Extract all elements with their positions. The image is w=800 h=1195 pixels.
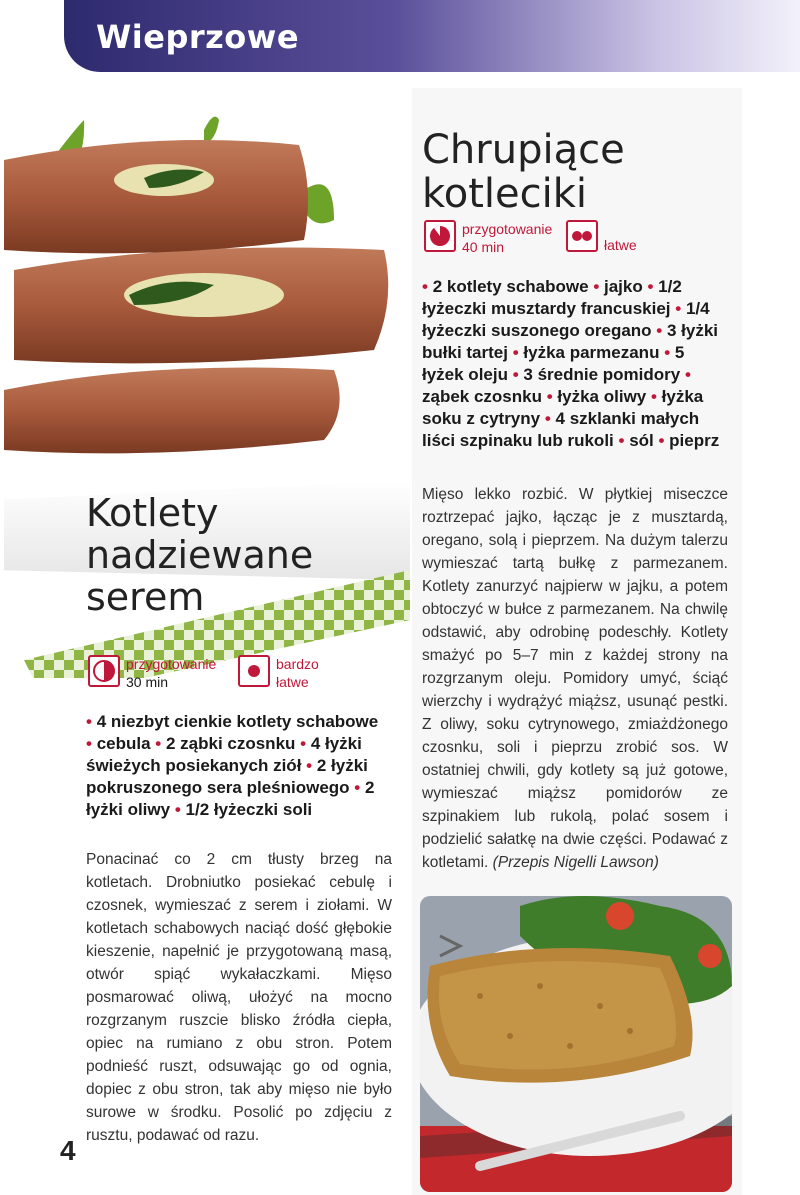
clock-icon	[424, 220, 456, 252]
bullet-dot: •	[422, 277, 433, 296]
difficulty-line: łatwe	[276, 674, 309, 690]
prep-label: przygotowanie	[126, 656, 217, 672]
bullet-dot: •	[618, 431, 630, 450]
ingredient-item: 2 łyżki oliwy	[86, 778, 375, 819]
clock-icon	[88, 655, 120, 687]
ingredient-item: jajko	[604, 277, 643, 296]
bullet-dot: •	[675, 299, 686, 318]
bullet-dot: •	[684, 365, 691, 384]
bullet-dot: •	[512, 365, 524, 384]
ingredient-item: 3 średnie pomidory	[523, 365, 681, 384]
ingredient-item: 2 łyżki pokruszonego sera pleśniowego	[86, 756, 368, 797]
bullet-dot: •	[300, 734, 311, 753]
method-right	[422, 483, 728, 874]
bullet-dot: •	[174, 800, 186, 819]
difficulty-right	[566, 220, 637, 254]
difficulty-left	[238, 655, 319, 691]
ingredient-item: 2 ząbki czosnku	[165, 734, 296, 753]
bullet-dot: •	[658, 431, 670, 450]
photo-crispy-cutlet	[420, 896, 732, 1192]
bullet-dot: •	[354, 778, 365, 797]
prep-time-right	[424, 220, 552, 256]
ingredient-item: 4 łyżki świeżych posiekanych ziół	[86, 734, 362, 775]
bullet-dot: •	[656, 321, 667, 340]
difficulty-icon	[566, 220, 598, 252]
bullet-dot: •	[650, 387, 662, 406]
ingredient-item: 4 niezbyt cienkie kotlety schabowe	[96, 712, 379, 731]
method-left: Ponacinać co 2 cm tłusty brzeg na kotletach. Drobniutko posiekać cebulę i czosnek, wymieszać z serem i ziołami. W kotletach schabowych naciąć dość głębokie kieszenie, napełnić je przygotowaną masą, otwór spiąć wykałaczkami. Mięso posmarować oliwą, ułożyć na mocno rozgrzanym ruszcie blisko źródła ciepła, opiec na rumiano z obu stron. Potem podnieść ruszt, odsuwając go od ognia, dopiec z obu stron, tak aby mięso nie było surowe w środku. Posolić po zdjęciu z rusztu, podawać od razu.	[86, 851, 392, 1144]
ingredient-item: 1/4 łyżeczki suszonego oregano	[422, 299, 710, 340]
bullet-dot: •	[155, 734, 166, 753]
bullet-dot: •	[593, 277, 604, 296]
bullet-dot: •	[647, 277, 659, 296]
title-line: Kotlety	[86, 491, 219, 535]
method-text: Mięso lekko rozbić. W płytkiej miseczce roztrzepać jajko, łącząc je z musztardą, oregano, solą i pieprzem. Na dużym talerzu wymieszać tartą bułkę z parmezanem. Kotlety zanurzyć najpierw w jajku, a potem obtoczyć w bułce z parmezanem. Na chwilę odstawić, aby odrobinę podeschły. Kotlety smażyć po 5–7 min z każdej strony na rozgrzanym oleju. Pomidory umyć, ściąć wierzchy i wydrążyć miąższ, usunąć pestki. Z oliwy, soku cytrynowego, zmiażdżonego czosnku, soli i pieprzu zrobić sos. W ostatniej chwili, gdy kotlety są już gotowe, wymieszać miąższ pomidorów ze szpinakiem lub rukolą, polać sosem i podzielić sałatkę na dwie części. Podawać z kotletami.	[422, 486, 728, 871]
bullet-dot: •	[86, 734, 97, 753]
ingredient-item: sól	[629, 431, 654, 450]
prep-time-left	[88, 655, 216, 691]
ingredient-item: 5 łyżek oleju	[422, 343, 685, 384]
bullet-dot: •	[512, 343, 524, 362]
ingredient-item: 1/2 łyżeczki soli	[185, 800, 313, 819]
ingredient-item: łyżka oliwy	[557, 387, 647, 406]
cutlet-illustration	[420, 896, 732, 1192]
ingredient-item: 1/2 łyżeczki musztardy francuskiej	[422, 277, 682, 318]
page-number: 4	[60, 1135, 76, 1166]
recipe-source: (Przepis Nigelli Lawson)	[492, 854, 659, 871]
ingredient-item: 3 łyżki bułki tartej	[422, 321, 719, 362]
bullet-dot: •	[86, 712, 97, 731]
recipe-title-right	[422, 128, 625, 216]
title-line: kotleciki	[422, 171, 587, 217]
section-title: Wieprzowe	[96, 18, 300, 56]
prep-time: 40 min	[462, 239, 505, 255]
prep-label: przygotowanie	[462, 221, 553, 237]
ingredient-item: łyżka soku z cytryny	[422, 387, 704, 428]
title-line: serem	[86, 575, 205, 619]
bullet-dot: •	[306, 756, 317, 775]
ingredient-item: cebula	[96, 734, 151, 753]
difficulty-icon	[238, 655, 270, 687]
ingredients-list-left	[86, 711, 386, 821]
ingredient-item: 4 szklanki małych liści szpinaku lub rukoli	[422, 409, 700, 450]
difficulty-line: bardzo	[276, 656, 319, 672]
title-line: nadziewane	[86, 533, 314, 577]
ingredient-item: 2 kotlety schabowe	[432, 277, 589, 296]
recipe-title-left	[86, 492, 313, 618]
bullet-dot: •	[544, 409, 556, 428]
ingredient-item: ząbek czosnku	[422, 387, 542, 406]
title-line: Chrupiące	[422, 127, 625, 173]
ingredient-item: pieprz	[669, 431, 720, 450]
bullet-dot: •	[546, 387, 558, 406]
bullet-dot: •	[664, 343, 675, 362]
prep-time: 30 min	[126, 674, 169, 690]
ingredients-list-right	[422, 276, 722, 452]
ingredient-item: łyżka parmezanu	[523, 343, 660, 362]
difficulty-label: łatwe	[604, 237, 637, 253]
